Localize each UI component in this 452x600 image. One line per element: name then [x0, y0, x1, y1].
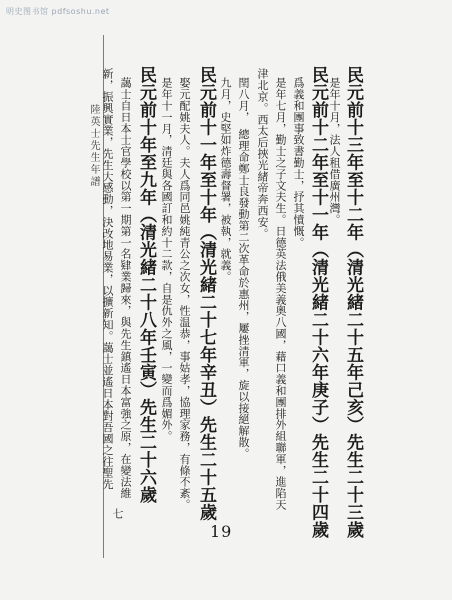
section-heading-3: 民元前十一年至十年（清光緒二十七年辛丑）先生二十五歲 — [196, 66, 216, 521]
running-header: 陸英士先生年譜 — [88, 104, 99, 188]
text-column: 是年七月，勤士之子文夫生。日德英法俄美義奧八國，藉口義和團排外組聯軍，進陷天 — [274, 77, 287, 511]
text-column: 是年十一月，清廷與各國訂和約十二款，自是仇外之風，一變而爲媚外。 — [160, 77, 173, 442]
text-column: 新，振興實業，先生大感動，決改地易業，以擴新知。藹士並遙日本對吾國之往聖先 — [101, 68, 114, 490]
section-heading-1: 民元前十三年至十二年（清光緒二十五年己亥）先生二十三歲 — [343, 66, 363, 539]
text-column: 娶元配姚夫人。夫人爲同邑姚純青公之次女，性温恭，事姑孝，協理家務，有條不紊。 — [178, 77, 191, 511]
text-column: 九月，史堅如炸德壽督署，被執，就義。 — [219, 77, 232, 283]
text-column: 是年十月，法人租借廣州灣。 — [328, 77, 341, 226]
section-heading-2: 民元前十二年至十一年（清光緒二十六年庚子）先生二十四歲 — [308, 66, 328, 539]
folio-chinese: 七 — [111, 508, 124, 519]
section-heading-4: 民元前十年至九年（清光緒二十八年壬寅）先生二十六歲 — [136, 66, 156, 504]
text-column: 爲義和團事致書勤士，抒其憤慨。 — [292, 77, 305, 248]
text-column: 藹士自日本士官學校以第一期第一名肄業歸來，與先生鎮遙日本富強之原，在變法維 — [119, 77, 132, 499]
watermark: 明史图书馆 pdfsoshu.net — [6, 7, 110, 16]
page-number: 19 — [210, 522, 233, 541]
text-column: 津北京。西太后挾光緒帝奔西安。 — [256, 68, 269, 239]
text-column: 閏八月， 總理命鄭士良發動第二次革命於惠州，屢挫清軍，旋以接絕解散。 — [237, 77, 250, 460]
